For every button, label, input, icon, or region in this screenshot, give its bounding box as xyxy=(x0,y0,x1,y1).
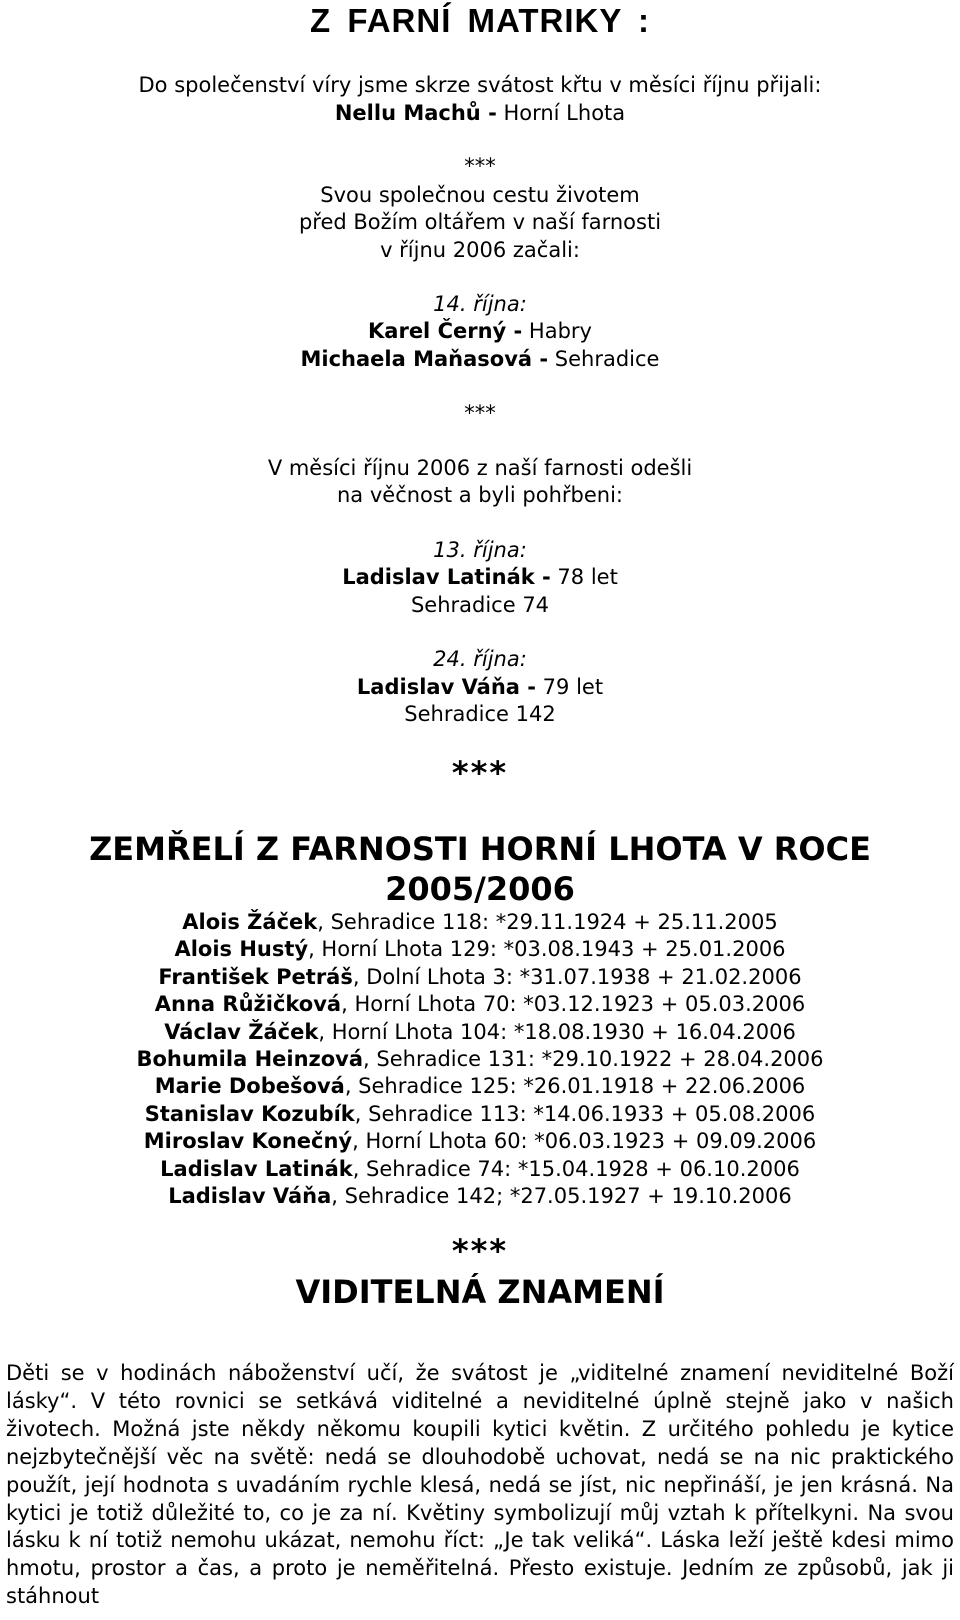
deceased-heading: ZEMŘELÍ Z FARNOSTI HORNÍ LHOTA V ROCE xyxy=(89,830,871,868)
deceased-row xyxy=(0,1127,960,1155)
wedding-date-text: 14. října: xyxy=(433,292,527,316)
deceased-details: , Sehradice 74: *15.04.1928 + 06.10.2006 xyxy=(352,1157,800,1181)
funeral-date xyxy=(0,536,960,564)
separator-stars: *** xyxy=(464,401,496,425)
deceased-name: Ladislav Latinák xyxy=(160,1157,353,1181)
deceased-row xyxy=(0,963,960,991)
funeral-age: 79 let xyxy=(536,675,604,699)
deceased-details: , Sehradice 125: *26.01.1918 + 22.06.2006 xyxy=(344,1074,806,1098)
deceased-details: , Horní Lhota 70: *03.12.1923 + 05.03.2006 xyxy=(341,992,806,1016)
separator-stars: *** xyxy=(451,754,509,792)
wedding-bride xyxy=(0,345,960,373)
wedding-line-1: Svou společnou cestu životem xyxy=(320,183,640,207)
funeral-date-text: 24. října: xyxy=(433,647,527,671)
deceased-name: Stanislav Kozubík xyxy=(144,1102,355,1126)
funeral-line-2: na věčnost a byli pohřbeni: xyxy=(337,483,623,507)
deceased-name: Marie Dobešová xyxy=(154,1074,345,1098)
deceased-name: Alois Hustý xyxy=(174,937,309,961)
deceased-heading-year: 2005/2006 xyxy=(385,870,575,908)
funeral-line-1: V měsíci říjnu 2006 z naší farnosti odešli xyxy=(267,456,693,480)
deceased-name: Alois Žáček xyxy=(182,910,318,934)
baptism-name: Nellu Machů - xyxy=(334,101,497,125)
groom-name: Karel Černý - xyxy=(368,319,523,343)
deceased-details: , Horní Lhota 60: *06.03.1923 + 09.09.2006 xyxy=(352,1129,817,1153)
signs-paragraph: Děti se v hodinách náboženství učí, že svátost je „viditelné znamení neviditelné Boží lásky“. V této rovnici se setkává viditelné a neviditelné úplně stejně jako v našich životech. Možná jste někdy někomu koupili kytici květin. Z určitého pohledu je kytice nejzbytečnější věc na světě: nedá se dlouhodobě uchovat, nedá se na nic praktického použít, její hodnota s uvadáním rychle klesá, nedá se jíst, nic nepřináší, je jen krásná. Na kytici je totiž důležité to, co je za ní. Květiny symbolizují můj vztah k přítelkyni. Na svou lásku k ní totiž nemohu ukázat, nemohu říct: „Je tak veliká“. Láska leží ještě kdesi mimo hmotu, prostor a čas, a proto je neměřitelná. Přesto existuje. Jedním ze způsobů, jak ji stáhnout xyxy=(6,1361,954,1609)
funeral-age: 78 let xyxy=(550,565,618,589)
deceased-details: , Horní Lhota 129: *03.08.1943 + 25.01.2006 xyxy=(308,937,786,961)
funeral-address: Sehradice 142 xyxy=(404,702,556,726)
wedding-line-3: v říjnu 2006 začali: xyxy=(380,238,580,262)
deceased-row xyxy=(0,908,960,936)
funeral-entry xyxy=(0,673,960,701)
deceased-name: Bohumila Heinzová xyxy=(136,1047,364,1071)
deceased-name: František Petráš xyxy=(158,965,353,989)
deceased-details: , Horní Lhota 104: *18.08.1930 + 16.04.2006 xyxy=(318,1020,796,1044)
bride-name: Michaela Maňasová - xyxy=(300,347,549,371)
deceased-name: Ladislav Váňa xyxy=(168,1184,332,1208)
wedding-line-2: před Božím oltářem v naší farnosti xyxy=(298,210,662,234)
deceased-name: Václav Žáček xyxy=(164,1020,319,1044)
baptism-place: Horní Lhota xyxy=(496,101,626,125)
funeral-name: Ladislav Latinák - xyxy=(342,565,551,589)
deceased-row xyxy=(0,1018,960,1046)
deceased-details: , Sehradice 131: *29.10.1922 + 28.04.2006 xyxy=(363,1047,824,1071)
funeral-entry xyxy=(0,563,960,591)
deceased-row xyxy=(0,935,960,963)
wedding-date xyxy=(0,290,960,318)
deceased-details: , Dolní Lhota 3: *31.07.1938 + 21.02.2006 xyxy=(352,965,802,989)
deceased-row xyxy=(0,1045,960,1073)
bride-place: Sehradice xyxy=(548,347,660,371)
funeral-address: Sehradice 74 xyxy=(410,593,550,617)
funeral-date-text: 13. října: xyxy=(433,538,527,562)
baptism-entry xyxy=(0,99,960,127)
deceased-details: , Sehradice 118: *29.11.1924 + 25.11.2005 xyxy=(317,910,778,934)
deceased-row xyxy=(0,990,960,1018)
deceased-row xyxy=(0,1072,960,1100)
deceased-details: , Sehradice 142; *27.05.1927 + 19.10.2006 xyxy=(331,1184,792,1208)
deceased-row xyxy=(0,1100,960,1128)
funeral-date xyxy=(0,645,960,673)
funeral-name: Ladislav Váňa - xyxy=(356,675,536,699)
page-title: Z FARNÍ MATRIKY : xyxy=(310,2,650,39)
baptism-intro: Do společenství víry jsme skrze svátost křtu v měsíci říjnu přijali: xyxy=(138,73,822,97)
wedding-groom xyxy=(0,317,960,345)
separator-stars: *** xyxy=(451,1232,509,1270)
signs-heading: VIDITELNÁ ZNAMENÍ xyxy=(295,1273,665,1311)
groom-place: Habry xyxy=(522,319,592,343)
deceased-name: Miroslav Konečný xyxy=(143,1129,353,1153)
deceased-name: Anna Růžičková xyxy=(154,992,342,1016)
deceased-row xyxy=(0,1182,960,1210)
separator-stars: *** xyxy=(464,154,496,178)
deceased-details: , Sehradice 113: *14.06.1933 + 05.08.2006 xyxy=(354,1102,816,1126)
deceased-row xyxy=(0,1155,960,1183)
